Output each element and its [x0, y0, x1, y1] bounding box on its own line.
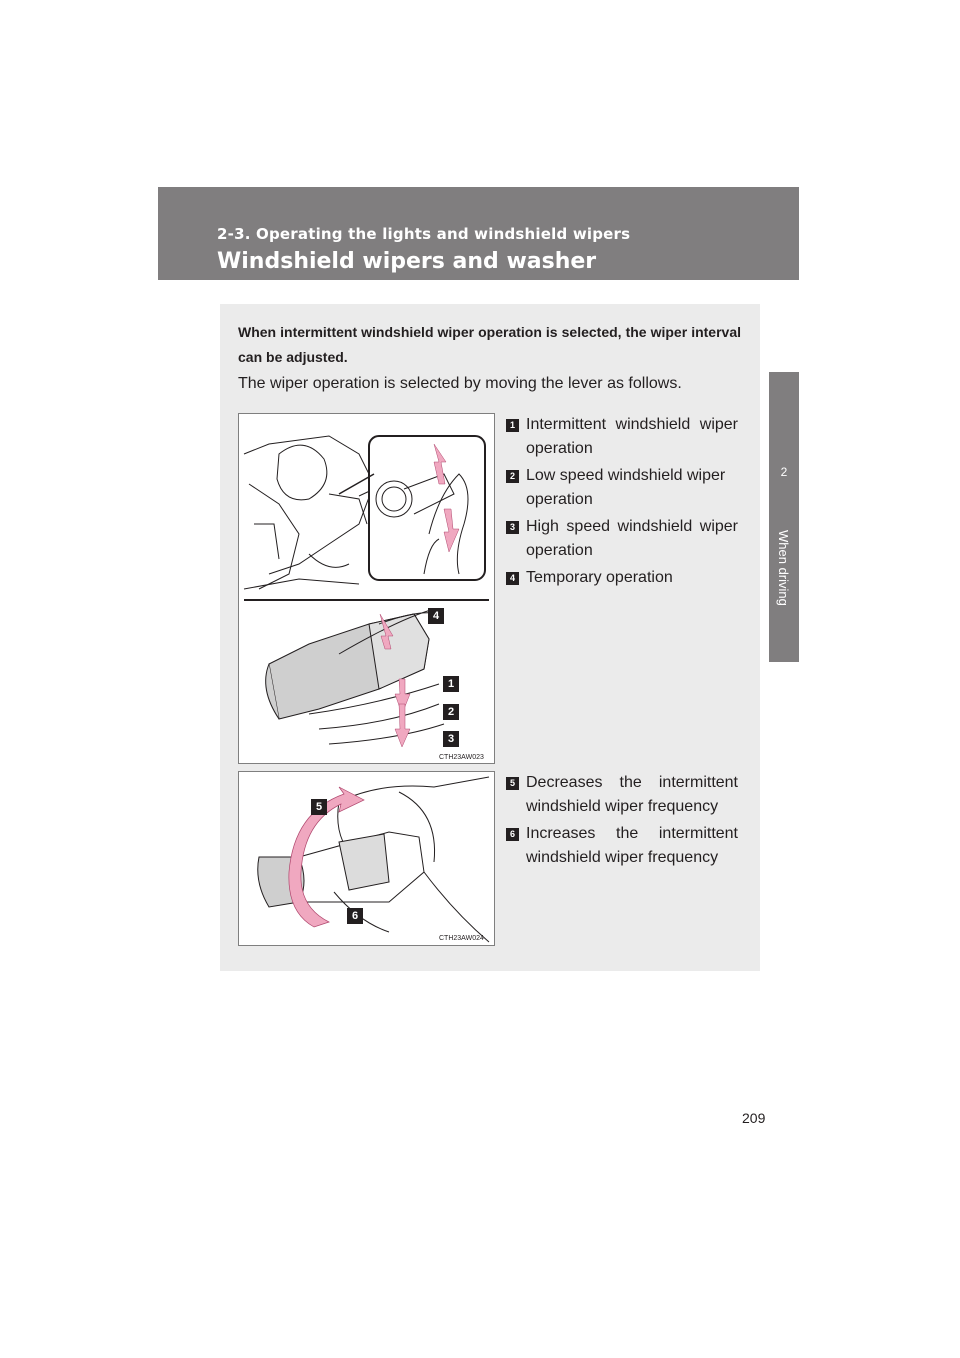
page-title: Windshield wipers and washer: [217, 249, 597, 274]
wiper-dial-illustration: [239, 772, 496, 947]
page-header: [158, 187, 799, 280]
figure2-legend: [506, 771, 738, 870]
list-item: 3 High speed windshield wiper operation: [506, 515, 738, 563]
intro-bold-text: When intermittent windshield wiper operation is selected, the wiper interval can be adjusted.: [238, 324, 741, 365]
figure-wiper-lever: [238, 413, 495, 764]
side-tab-label: When driving: [776, 530, 791, 606]
list-item: 2 Low speed windshield wiper operation: [506, 464, 738, 512]
list-item: 5 Decreases the intermittent windshield wiper frequency: [506, 771, 738, 819]
callout-3: 3: [443, 731, 459, 747]
list-item: 4 Temporary operation: [506, 566, 738, 590]
page-number: 209: [742, 1110, 766, 1126]
callout-6: 6: [347, 908, 363, 924]
callout-2: 2: [443, 704, 459, 720]
side-tab-number: 2: [780, 465, 788, 479]
callout-5: 5: [311, 799, 327, 815]
section-title: 2-3. Operating the lights and windshield wipers: [217, 225, 631, 243]
list-item: 1 Intermittent windshield wiper operation: [506, 413, 738, 461]
figure1-legend: [506, 413, 738, 590]
figure-wiper-dial: [238, 771, 495, 946]
callout-4: 4: [428, 608, 444, 624]
figure-code: CTH23AW024: [439, 935, 484, 942]
list-item: 6 Increases the intermittent windshield wiper frequency: [506, 822, 738, 870]
callout-1: 1: [443, 676, 459, 692]
intro-text: The wiper operation is selected by moving the lever as follows.: [238, 375, 682, 392]
figure-code: CTH23AW023: [439, 754, 484, 761]
